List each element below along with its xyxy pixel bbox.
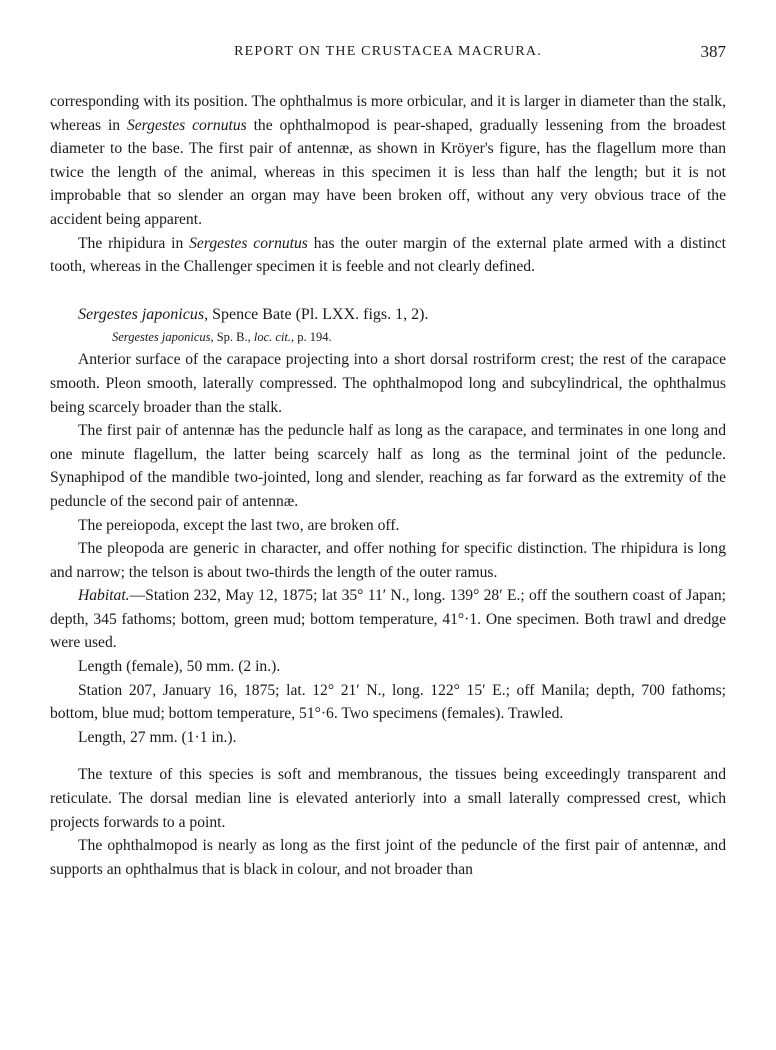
species-name-italic: Sergestes cornutus: [126, 116, 247, 134]
page-header: [50, 44, 726, 68]
paragraph-continuation: corresponding with its position. The ophthalmus is more orbicular, and it is larger in diameter than the stalk, whereas in Sergestes cornutus the ophthalmopod is pear-shaped, gradually lessening from the broadest diameter to the base. The first pair of antennæ, as shown in Kröyer's figure, has the flagellum more than twice the length of the animal, whereas in this specimen it is less than half the length; but it is not improbable that so slender an organ may have been broken off, without any very obvious trace of the accident being apparent.: [50, 93, 727, 228]
habitat-label: Habitat.: [78, 587, 130, 605]
body-text: [50, 90, 726, 881]
running-head: REPORT ON THE CRUSTACEA MACRURA.: [234, 44, 542, 59]
species-heading-name: Sergestes japonicus: [78, 305, 205, 323]
paragraph-pereiopoda: The pereiopoda, except the last two, are broken off.: [78, 516, 400, 534]
paragraph-carapace: Anterior surface of the carapace projecting into a short dorsal rostriform crest; the rest of the carapace smooth. Pleon smooth, laterally compressed. The ophthalmopod long and subcylindrical, the ophthalmus being scarcely broader than the stalk.: [50, 351, 726, 416]
paragraph-pleopoda: The pleopoda are generic in character, and offer nothing for specific distinction. The rhipidura is long and narrow; the telson is about two-thirds the length of the outer ramus.: [50, 540, 726, 581]
species-heading-authority: , Spence Bate (Pl. LXX. figs. 1, 2).: [204, 305, 429, 323]
paragraph-ophthalmopod: The ophthalmopod is nearly as long as the first joint of the peduncle of the first pair of antennæ, and supports an ophthalmus that is black in colour, and not broader than: [50, 837, 726, 878]
species-name-italic: Sergestes cornutus: [189, 234, 308, 252]
page-number: 387: [700, 42, 726, 61]
paragraph-antennae: The first pair of antennæ has the peduncle half as long as the carapace, and terminates in one long and one minute flagellum, the latter being scarcely half as long as the terminal joint of the peduncle. Synaphipod of the mandible two-jointed, long and slender, reaching as far forward as the extremity of the peduncle of the second pair of antennæ.: [50, 422, 726, 510]
paragraph-habitat: Habitat.—Station 232, May 12, 1875; lat 35° 11′ N., long. 139° 28′ E.; off the southern coast of Japan; depth, 345 fathoms; bottom, green mud; bottom temperature, 41°·1. One specimen. Both trawl and dredge were used.: [50, 587, 726, 652]
paragraph-texture: The texture of this species is soft and membranous, the tissues being exceedingly transparent and reticulate. The dorsal median line is elevated anteriorly into a small laterally compressed crest, which projects forwards to a point.: [50, 766, 726, 831]
paragraph-length: Length, 27 mm. (1·1 in.).: [78, 728, 237, 746]
synonym-citation: Sergestes japonicus, Sp. B., loc. cit., p. 194.: [112, 330, 332, 345]
paragraph-station-207: Station 207, January 16, 1875; lat. 12° 21′ N., long. 122° 15′ E.; off Manila; depth, 700 fathoms; bottom, blue mud; bottom temperature, 51°·6. Two specimens (females). Trawled.: [50, 681, 726, 723]
paragraph-rhipidura: The rhipidura in Sergestes cornutus has the outer margin of the external plate armed with a distinct tooth, whereas in the Challenger specimen it is feeble and not clearly defined.: [50, 234, 726, 276]
paragraph-length-female: Length (female), 50 mm. (2 in.).: [78, 658, 281, 676]
species-heading: [50, 303, 726, 327]
